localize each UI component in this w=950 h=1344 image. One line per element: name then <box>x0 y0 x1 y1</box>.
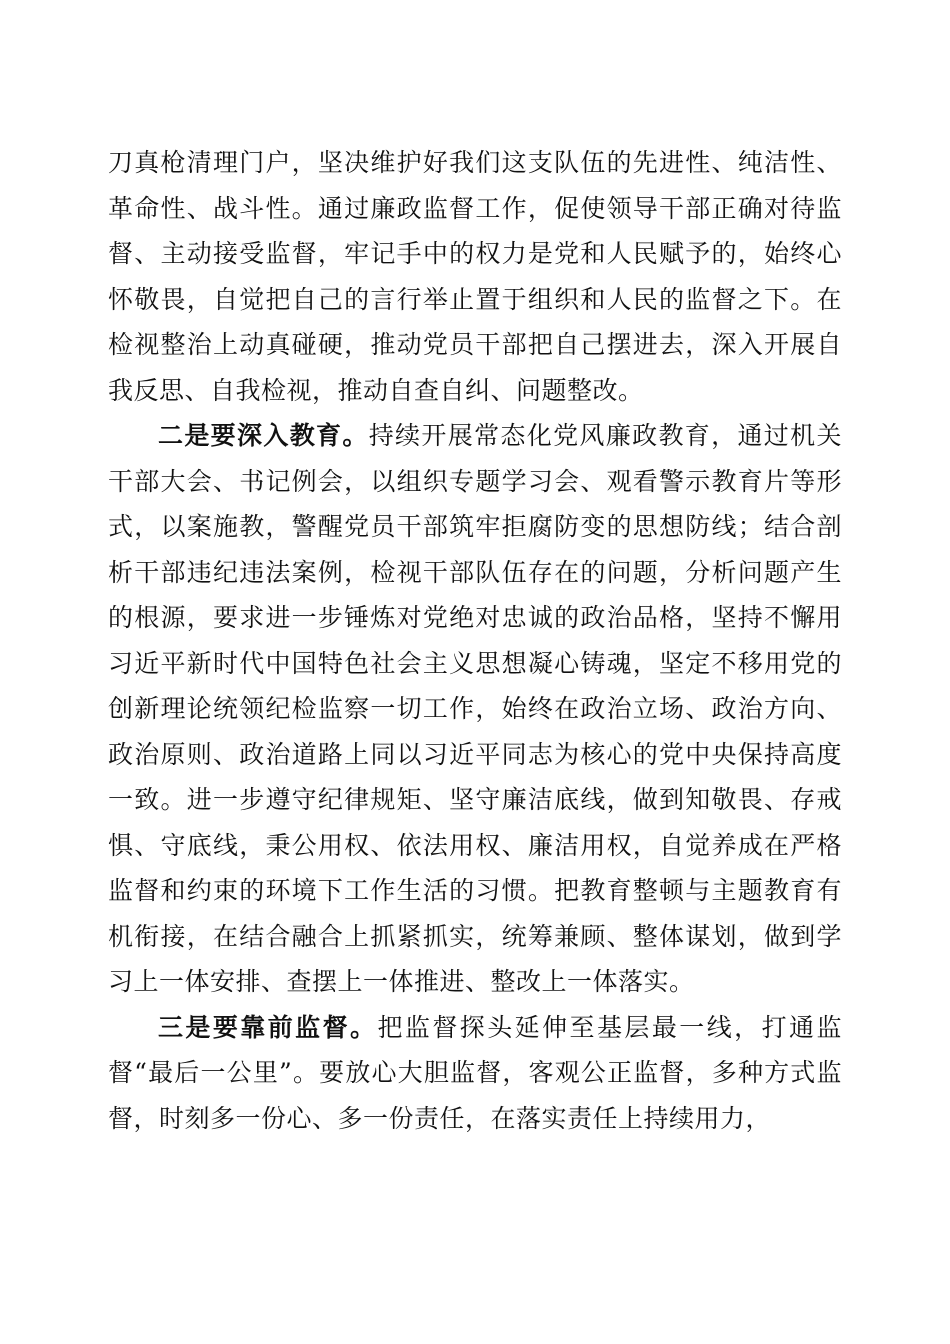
document-body <box>108 140 842 1141</box>
paragraph-forward-supervision <box>108 1005 842 1142</box>
paragraph-continuation <box>108 140 842 413</box>
paragraph-body: 把监督探头延伸至基层最一线，打通监督“最后一公里”。要放心大胆监督，客观公正监督，多种方式监督，时刻多一份心、多一份责任，在落实责任上持续用力， <box>108 1012 842 1133</box>
paragraph-body: 刀真枪清理门户，坚决维护好我们这支队伍的先进性、纯洁性、革命性、战斗性。通过廉政监督工作，促使领导干部正确对待监督、主动接受监督，牢记手中的权力是党和人民赋予的，始终心怀敬畏，自觉把自己的言行举止置于组织和人民的监督之下。在检视整治上动真碰硬，推动党员干部把自己摆进去，深入开展自我反思、自我检视，推动自查自纠、问题整改。 <box>108 148 842 405</box>
paragraph-body: 持续开展常态化党风廉政教育，通过机关干部大会、书记例会，以组织专题学习会、观看警示教育片等形式，以案施教，警醒党员干部筑牢拒腐防变的思想防线；结合剖析干部违纪违法案例，检视干部队伍存在的问题，分析问题产生的根源，要求进一步锤炼对党绝对忠诚的政治品格，坚持不懈用习近平新时代中国特色社会主义思想凝心铸魂，坚定不移用党的创新理论统领纪检监察一切工作，始终在政治立场、政治方向、政治原则、政治道路上同以习近平同志为核心的党中央保持高度一致。进一步遵守纪律规矩、坚守廉洁底线，做到知敬畏、存戒惧、守底线，秉公用权、依法用权、廉洁用权，自觉养成在严格监督和约束的环境下工作生活的习惯。把教育整顿与主题教育有机衔接，在结合融合上抓紧抓实，统筹兼顾、整体谋划，做到学习上一体安排、查摆上一体推进、整改上一体落实。 <box>108 421 842 996</box>
paragraph-heading: 三是要靠前监督。 <box>158 1012 378 1042</box>
paragraph-deep-education <box>108 413 842 1005</box>
paragraph-heading: 二是要深入教育。 <box>158 421 369 450</box>
